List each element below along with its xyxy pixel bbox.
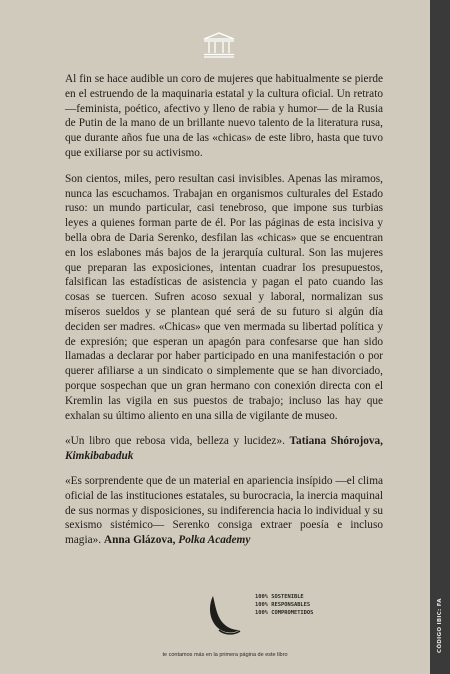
blurb-text bbox=[65, 72, 383, 558]
review-quote-1 bbox=[65, 434, 383, 464]
quote-text: «Un libro que rebosa vida, belleza y lucidez». bbox=[65, 435, 285, 448]
quote-source: Polka Academy bbox=[178, 534, 251, 547]
description-paragraph: Son cientos, miles, pero resultan casi invisibles. Apenas las miramos, nunca las escuchamos. Trabajan en organismos culturales del Estado ruso: un mundo particular, casi tenebroso, que impone sus turbias leyes a quienes forman parte de él. Por las páginas de esta incisiva y bella obra de Daria Serenko, desfilan las «chicas» que se encuentran en los eslabones más bajos de la jerarquía cultural. Son las mujeres que preparan las exposiciones, intentan cuadrar los presupuestos, falsifican las estadísticas de asistencia y pagan el pato cuando las cosas se tuercen. Sufren acoso sexual y laboral, normalizan sus míseros sueldos y se plantean qué será de su futuro si algún día deciden ser madres. «Chicas» que ven mermada su libertad política y de expresión; que esperan un apagón para confesarse que han sido llamadas a declarar por haber participado en una manifestación o por querer afiliarse a un sindicato o simplemente que se han divorciado, porque sospechan que un gran hermano con conexión directa con el Kremlin las vigila en sus puestos de trabajo; incluso las hay que exhalan su último aliento en una silla de vigilante de museo. bbox=[65, 172, 383, 422]
sustainability-line: 100% RESPONSABLES bbox=[255, 602, 311, 608]
quote-author: Tatiana Shórojova, bbox=[289, 435, 383, 448]
sustainability-badge bbox=[205, 590, 315, 640]
review-quote-2 bbox=[65, 474, 383, 548]
quote-text: «Es sorprendente que de un material en apariencia insípido —el clima oficial de las instituciones estatales, su burocracia, la inercia maquinal de sus normas y disposiciones, su indiferencia hacia lo individual y su sexismo sistémico— Serenko consiga extraer poesía e incluso magia». bbox=[65, 474, 383, 547]
ibic-code: CÓDIGO IBIC: FA bbox=[437, 598, 443, 654]
back-cover-spine-strip bbox=[430, 0, 450, 674]
intro-paragraph: Al fin se hace audible un coro de mujeres que habitualmente se pierde en el estruendo de la maquinaria estatal y la cultura oficial. Un retrato —feminista, poético, afectivo y lleno de rabia y humor— de la Rusia de Putin de la mano de un brillante nuevo talento de la literatura rusa, que durante años fue una de las «chicas» de este libro, hasta que tuvo que exiliarse por su activismo. bbox=[65, 73, 383, 159]
sustainability-line: 100% COMPROMETIDOS bbox=[255, 610, 314, 616]
quote-author: Anna Glázova, bbox=[103, 534, 176, 547]
eco-leaf-icon bbox=[205, 592, 243, 636]
footnote: te contamos más en la primera página de este libro bbox=[162, 652, 288, 658]
sustainability-lines bbox=[255, 593, 313, 617]
publisher-building-icon bbox=[202, 32, 236, 58]
quote-source: Kimkibabaduk bbox=[65, 450, 134, 463]
sustainability-line: 100% SOSTENIBLE bbox=[255, 594, 304, 600]
